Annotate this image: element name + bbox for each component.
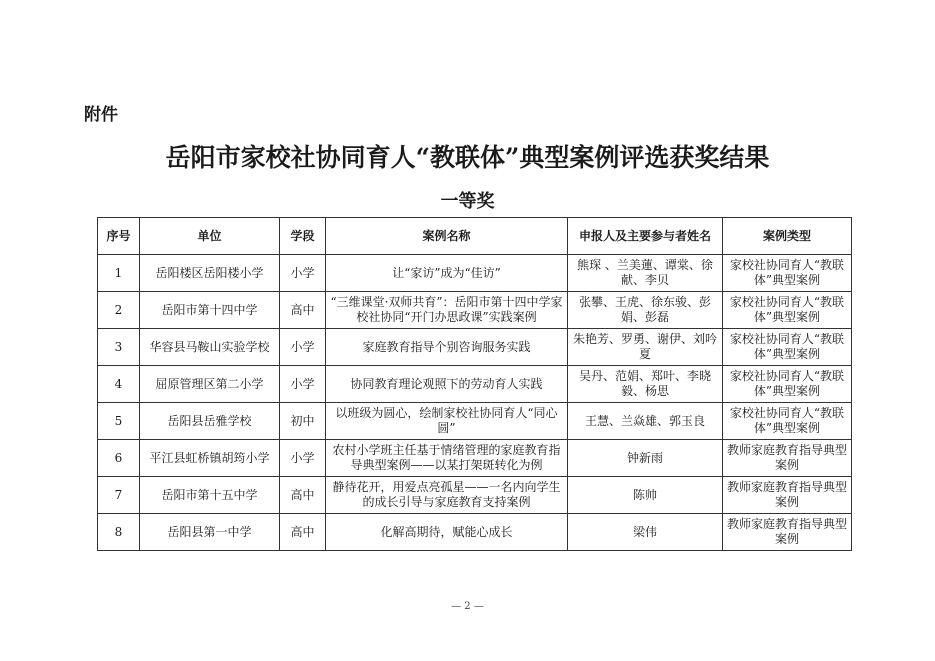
- cell-stage: 小学: [280, 329, 326, 366]
- table-row: [98, 366, 852, 403]
- cell-stage: 初中: [280, 403, 326, 440]
- cell-index: 6: [98, 440, 140, 477]
- cell-participants: 张攀、王虎、徐东骏、彭娟、彭磊: [568, 292, 723, 329]
- cell-case-name: 以班级为圆心，绘制家校社协同育人“同心圆”: [326, 403, 568, 440]
- cell-stage: 小学: [280, 255, 326, 292]
- table-row: [98, 514, 852, 551]
- cell-case-type: 家校社协同育人“教联体”典型案例: [723, 403, 852, 440]
- cell-participants: 朱艳芳、罗勇、谢伊、刘吟夏: [568, 329, 723, 366]
- cell-unit: 岳阳楼区岳阳楼小学: [140, 255, 280, 292]
- cell-stage: 高中: [280, 292, 326, 329]
- cell-case-name: 协同教育理论观照下的劳动育人实践: [326, 366, 568, 403]
- page-number: — 2 —: [451, 601, 484, 612]
- table-row: [98, 440, 852, 477]
- header-stage: 学段: [280, 218, 326, 255]
- cell-case-name: 农村小学班主任基于情绪管理的家庭教育指导典型案例——以某打架斑转化为例: [326, 440, 568, 477]
- cell-unit: 岳阳市第十五中学: [140, 477, 280, 514]
- cell-case-name: 静待花开，用爱点亮孤星——一名内向学生的成长引导与家庭教育支持案例: [326, 477, 568, 514]
- header-case-name: 案例名称: [326, 218, 568, 255]
- table-row: [98, 292, 852, 329]
- cell-case-type: 教师家庭教育指导典型案例: [723, 440, 852, 477]
- attachment-label: 附件: [84, 105, 118, 125]
- cell-index: 5: [98, 403, 140, 440]
- cell-participants: 钟新雨: [568, 440, 723, 477]
- header-participants: 申报人及主要参与者姓名: [568, 218, 723, 255]
- cell-case-type: 教师家庭教育指导典型案例: [723, 477, 852, 514]
- cell-unit: 屈原管理区第二小学: [140, 366, 280, 403]
- award-level-heading: 一等奖: [440, 191, 495, 212]
- cell-case-name: 家庭教育指导个别咨询服务实践: [326, 329, 568, 366]
- cell-unit: 平江县虹桥镇胡筠小学: [140, 440, 280, 477]
- header-index: 序号: [98, 218, 140, 255]
- cell-case-name: 化解高期待，赋能心成长: [326, 514, 568, 551]
- cell-participants: 陈帅: [568, 477, 723, 514]
- header-case-type: 案例类型: [723, 218, 852, 255]
- table-body: [98, 255, 852, 551]
- cell-stage: 小学: [280, 440, 326, 477]
- cell-unit: 岳阳县岳雅学校: [140, 403, 280, 440]
- cell-index: 2: [98, 292, 140, 329]
- cell-index: 7: [98, 477, 140, 514]
- table-row: [98, 477, 852, 514]
- cell-case-type: 家校社协同育人“教联体”典型案例: [723, 366, 852, 403]
- cell-index: 4: [98, 366, 140, 403]
- cell-stage: 高中: [280, 477, 326, 514]
- cell-case-type: 家校社协同育人“教联体”典型案例: [723, 292, 852, 329]
- table-row: [98, 329, 852, 366]
- cell-unit: 岳阳县第一中学: [140, 514, 280, 551]
- cell-stage: 高中: [280, 514, 326, 551]
- cell-participants: 王慧、兰焱雄、郭玉良: [568, 403, 723, 440]
- cell-case-type: 家校社协同育人“教联体”典型案例: [723, 255, 852, 292]
- cell-participants: 熊琛 、兰美蓮、谭棠、徐献、李贝: [568, 255, 723, 292]
- header-unit: 单位: [140, 218, 280, 255]
- cell-case-name: “三维课堂·双师共育”：岳阳市第十四中学家校社协同“开门办思政课”实践案例: [326, 292, 568, 329]
- table-row: [98, 255, 852, 292]
- table-header-row: [98, 218, 852, 255]
- results-table: [97, 217, 852, 551]
- cell-unit: 华容县马鞍山实验学校: [140, 329, 280, 366]
- cell-unit: 岳阳市第十四中学: [140, 292, 280, 329]
- page-title: 岳阳市家校社协同育人“教联体”典型案例评选获奖结果: [165, 143, 770, 172]
- cell-case-type: 教师家庭教育指导典型案例: [723, 514, 852, 551]
- cell-participants: 吴丹、范娟、郑叶、李晓毅、杨思: [568, 366, 723, 403]
- cell-stage: 小学: [280, 366, 326, 403]
- cell-index: 8: [98, 514, 140, 551]
- cell-index: 3: [98, 329, 140, 366]
- table-row: [98, 403, 852, 440]
- cell-case-name: 让“家访”成为“佳访”: [326, 255, 568, 292]
- cell-case-type: 家校社协同育人“教联体”典型案例: [723, 329, 852, 366]
- cell-participants: 梁伟: [568, 514, 723, 551]
- cell-index: 1: [98, 255, 140, 292]
